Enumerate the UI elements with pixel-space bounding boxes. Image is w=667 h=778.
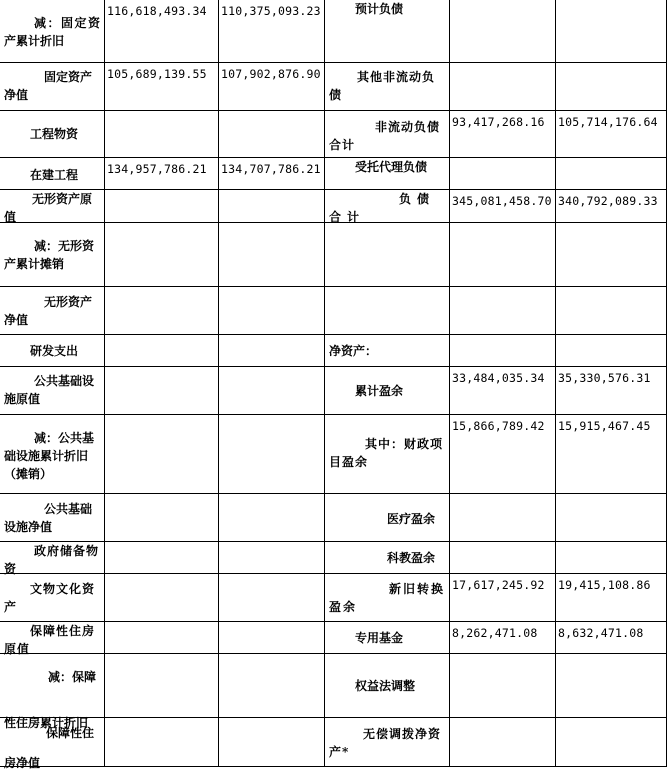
left-value-2-cell xyxy=(219,718,325,767)
left-label-cell xyxy=(0,223,105,287)
right-label-text: 负债合计 xyxy=(329,192,436,224)
left-label-text: 减：公共基础设施累计折旧（摊销） xyxy=(4,431,95,481)
right-value-1-cell: 33,484,035.34 xyxy=(450,367,556,415)
left-label-cell xyxy=(0,654,105,730)
left-value-1-cell xyxy=(105,542,219,574)
left-label-text: 政府储备物资 xyxy=(4,544,100,576)
right-value-2-cell: 15,915,467.45 xyxy=(556,415,667,494)
left-value-1-cell xyxy=(105,574,219,622)
right-value-1-cell: 8,262,471.08 xyxy=(450,622,556,654)
left-label-cell xyxy=(0,367,105,415)
left-value-1-cell xyxy=(105,718,219,767)
right-label-text: 科教盈余 xyxy=(387,551,436,565)
right-label-text: 无偿调拨净资产* xyxy=(329,727,442,759)
left-label-text: 减：固定资产累计折旧 xyxy=(4,16,100,48)
right-label-cell xyxy=(325,335,450,367)
right-value-2-cell xyxy=(556,287,667,335)
left-value-2-cell: 110,375,093.23 xyxy=(219,0,325,63)
right-value-1-cell: 345,081,458.70 xyxy=(450,190,556,223)
right-value-2-cell: 105,714,176.64 xyxy=(556,111,667,158)
left-value-1-cell xyxy=(105,494,219,542)
left-label-cell xyxy=(0,718,105,770)
right-value-1-cell xyxy=(450,335,556,367)
right-label-cell xyxy=(325,287,450,335)
right-value-1-cell xyxy=(450,494,556,542)
right-value-1-cell: 15,866,789.42 xyxy=(450,415,556,494)
right-value-1-cell: 93,417,268.16 xyxy=(450,111,556,158)
left-value-1-cell xyxy=(105,622,219,654)
left-value-1-cell xyxy=(105,654,219,718)
right-value-1-cell xyxy=(450,718,556,767)
left-label-text: 无形资产净值 xyxy=(4,295,93,327)
right-value-2-cell: 19,415,108.86 xyxy=(556,574,667,622)
right-value-2-cell: 8,632,471.08 xyxy=(556,622,667,654)
left-value-2-cell: 134,707,786.21 xyxy=(219,158,325,190)
right-value-1-cell xyxy=(450,63,556,111)
left-label-text: 公共基础设施净值 xyxy=(4,502,93,534)
left-label-cell xyxy=(0,111,105,158)
right-value-2-cell xyxy=(556,654,667,718)
left-label-cell xyxy=(0,190,105,223)
left-label-cell xyxy=(0,542,105,574)
right-label-cell xyxy=(325,542,450,574)
left-label-cell xyxy=(0,0,105,63)
right-label-cell xyxy=(325,0,450,63)
left-value-2-cell xyxy=(219,415,325,494)
net-assets-section-heading: 净资产： xyxy=(329,344,378,358)
left-value-2-cell xyxy=(219,574,325,622)
right-label-cell xyxy=(325,494,450,542)
left-label-cell xyxy=(0,574,105,622)
left-value-2-cell xyxy=(219,542,325,574)
right-value-2-cell: 340,792,089.33 xyxy=(556,190,667,223)
right-value-1-cell xyxy=(450,223,556,287)
right-value-1-cell xyxy=(450,0,556,63)
right-label-cell xyxy=(325,415,450,494)
right-label-cell xyxy=(325,190,450,223)
left-label-text: 工程物资 xyxy=(30,127,79,141)
left-value-2-cell: 107,902,876.90 xyxy=(219,63,325,111)
left-label-text: 减：无形资产累计摊销 xyxy=(4,239,95,271)
left-label-cell xyxy=(0,622,105,654)
right-label-cell xyxy=(325,111,450,158)
left-value-1-cell xyxy=(105,111,219,158)
right-label-text: 预计负债 xyxy=(355,2,404,16)
right-value-2-cell xyxy=(556,718,667,767)
right-label-text: 非流动负债合计 xyxy=(329,120,441,152)
right-value-2-cell: 35,330,576.31 xyxy=(556,367,667,415)
left-value-2-cell xyxy=(219,223,325,287)
right-value-1-cell xyxy=(450,542,556,574)
right-label-text: 权益法调整 xyxy=(355,679,416,693)
right-value-1-cell: 17,617,245.92 xyxy=(450,574,556,622)
left-value-1-cell: 105,689,139.55 xyxy=(105,63,219,111)
right-label-text: 新旧转换盈余 xyxy=(329,582,446,614)
left-value-1-cell xyxy=(105,287,219,335)
left-label-cell xyxy=(0,63,105,111)
left-label-text: 减：保障性住房累计折旧 xyxy=(4,670,97,730)
right-value-2-cell xyxy=(556,335,667,367)
right-label-cell xyxy=(325,223,450,287)
left-value-1-cell xyxy=(105,190,219,223)
left-value-1-cell xyxy=(105,415,219,494)
left-label-text: 文物文化资产 xyxy=(4,582,96,614)
left-label-cell xyxy=(0,494,105,542)
right-value-2-cell xyxy=(556,223,667,287)
right-label-cell xyxy=(325,654,450,718)
left-value-2-cell xyxy=(219,622,325,654)
right-value-2-cell xyxy=(556,542,667,574)
right-label-text: 累计盈余 xyxy=(355,384,404,398)
left-label-cell xyxy=(0,335,105,367)
left-label-text: 保障性住房原值 xyxy=(4,624,96,656)
left-label-text: 公共基础设施原值 xyxy=(4,374,95,406)
right-value-2-cell xyxy=(556,0,667,63)
left-label-cell xyxy=(0,415,105,494)
right-label-text: 受托代理负债 xyxy=(355,160,428,174)
left-value-2-cell xyxy=(219,367,325,415)
left-value-1-cell xyxy=(105,367,219,415)
left-value-1-cell xyxy=(105,335,219,367)
left-label-text: 保障性住房净值 xyxy=(4,726,95,770)
left-label-cell xyxy=(0,158,105,190)
right-value-2-cell xyxy=(556,63,667,111)
left-value-1-cell: 116,618,493.34 xyxy=(105,0,219,63)
right-label-text: 其中：财政项目盈余 xyxy=(329,437,444,469)
right-label-cell xyxy=(325,622,450,654)
left-value-2-cell xyxy=(219,654,325,718)
right-label-cell xyxy=(325,158,450,190)
left-value-2-cell xyxy=(219,335,325,367)
left-value-2-cell xyxy=(219,287,325,335)
right-value-1-cell xyxy=(450,158,556,190)
right-value-1-cell xyxy=(450,654,556,718)
right-label-cell xyxy=(325,63,450,111)
right-value-2-cell xyxy=(556,158,667,190)
left-label-text: 无形资产原值 xyxy=(4,192,93,224)
right-value-2-cell xyxy=(556,494,667,542)
left-value-2-cell xyxy=(219,190,325,223)
left-value-1-cell xyxy=(105,223,219,287)
left-value-2-cell xyxy=(219,494,325,542)
right-label-cell xyxy=(325,367,450,415)
right-label-text: 医疗盈余 xyxy=(387,512,436,526)
left-value-2-cell xyxy=(219,111,325,158)
left-value-1-cell: 134,957,786.21 xyxy=(105,158,219,190)
right-label-cell xyxy=(325,574,450,622)
right-label-text: 其他非流动负债 xyxy=(329,70,436,102)
right-label-cell xyxy=(325,718,450,767)
left-label-text: 在建工程 xyxy=(30,168,79,182)
left-label-cell xyxy=(0,287,105,335)
right-label-text: 专用基金 xyxy=(355,631,404,645)
right-value-1-cell xyxy=(450,287,556,335)
left-label-text: 固定资产净值 xyxy=(4,70,93,102)
left-label-text: 研发支出 xyxy=(30,344,79,358)
